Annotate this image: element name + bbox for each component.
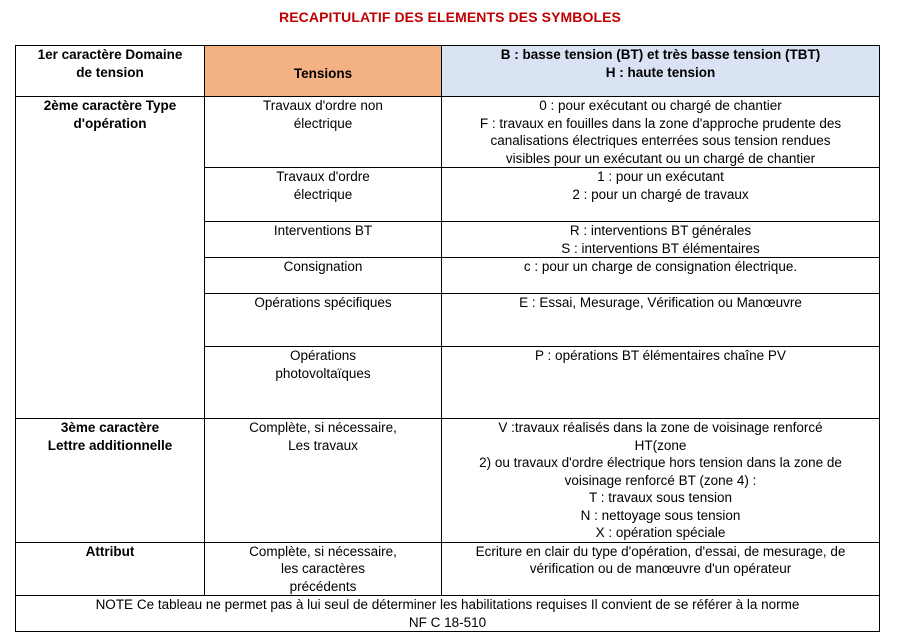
header-domain-cell — [16, 46, 205, 97]
tension-cell — [205, 419, 442, 543]
note-line: NOTE Ce tableau ne permet pas à lui seul de déterminer les habilitations requises Il convient de se référer à la norme — [95, 597, 800, 612]
table-row — [16, 419, 880, 543]
desc-cell — [442, 97, 880, 168]
tension-line: Travaux d'ordre non — [263, 98, 383, 113]
group3-label-cell — [16, 419, 205, 543]
tension-line: Consignation — [283, 259, 363, 274]
attribut-label: Attribut — [85, 543, 135, 559]
tension-line: les caractères — [280, 561, 366, 576]
desc-line: F : travaux en fouilles dans la zone d'approche prudente des — [479, 115, 842, 131]
desc-line: Ecriture en clair du type d'opération, d'essai, de mesurage, de — [475, 543, 846, 559]
tension-line: Travaux d'ordre — [276, 169, 370, 184]
tension-cell — [205, 294, 442, 347]
tension-cell — [205, 258, 442, 294]
group2-label-line: 2ème caractère Type — [43, 98, 177, 113]
group3-label-line: Lettre additionnelle — [47, 437, 173, 453]
desc-line: P : opérations BT élémentaires chaîne PV — [535, 348, 786, 363]
tension-line: Complète, si nécessaire, — [249, 543, 397, 559]
desc-line: X : opération spéciale — [595, 525, 726, 540]
desc-cell — [442, 168, 880, 222]
desc-cell — [442, 347, 880, 419]
header-tensions-cell — [205, 46, 442, 97]
table-row — [16, 542, 880, 596]
symbols-table — [15, 45, 880, 632]
note-line: NF C 18-510 — [408, 614, 487, 630]
desc-cell — [442, 294, 880, 347]
table-title: RECAPITULATIF DES ELEMENTS DES SYMBOLES — [279, 9, 621, 25]
desc-line: V :travaux réalisés dans la zone de voisinage renforcé — [498, 420, 823, 435]
group2-label-line: d'opération — [73, 115, 147, 131]
desc-line: voisinage renforcé BT (zone 4) : — [564, 472, 757, 488]
group3-label-line: 3ème caractère — [60, 420, 160, 435]
group2-label-cell — [16, 97, 205, 419]
attribut-label-cell — [16, 542, 205, 596]
tension-cell — [205, 542, 442, 596]
desc-line: N : nettoyage sous tension — [580, 507, 741, 523]
header-voltage-line: B : basse tension (BT) et très basse tension (TBT) — [500, 47, 821, 62]
tension-line: électrique — [293, 115, 353, 131]
tension-line: photovoltaïques — [275, 365, 371, 381]
note-row — [16, 596, 880, 632]
tension-line: précédents — [289, 578, 357, 594]
desc-line: c : pour un charge de consignation électrique. — [523, 259, 798, 274]
desc-cell — [442, 258, 880, 294]
desc-line: E : Essai, Mesurage, Vérification ou Manœuvre — [519, 295, 802, 310]
tension-line: Opérations spécifiques — [254, 295, 392, 310]
desc-line: 0 : pour exécutant ou chargé de chantier — [539, 98, 782, 113]
tension-line: Complète, si nécessaire, — [249, 420, 397, 435]
desc-line: T : travaux sous tension — [588, 490, 733, 505]
table-row — [16, 97, 880, 168]
tension-line: Opérations — [289, 348, 357, 363]
desc-cell — [442, 222, 880, 258]
tension-line: Interventions BT — [273, 223, 373, 238]
desc-line: 2) ou travaux d'ordre électrique hors tension dans la zone de — [479, 455, 842, 470]
tension-cell — [205, 97, 442, 168]
tension-line: Les travaux — [288, 437, 358, 453]
header-domain-line: 1er caractère Domaine — [37, 47, 183, 62]
desc-line: vérification ou de manœuvre d'un opérateur — [529, 561, 792, 576]
desc-line: 2 : pour un chargé de travaux — [572, 186, 749, 202]
desc-cell — [442, 419, 880, 543]
note-cell — [16, 596, 880, 632]
header-row — [16, 46, 880, 97]
desc-line: HT(zone — [634, 437, 687, 453]
tension-cell — [205, 168, 442, 222]
tension-line: électrique — [293, 186, 353, 202]
desc-line: S : interventions BT élémentaires — [561, 240, 760, 256]
header-tensions-label: Tensions — [293, 65, 353, 81]
desc-line: R : interventions BT générales — [569, 223, 752, 238]
desc-line: 1 : pour un exécutant — [597, 169, 724, 184]
tension-cell — [205, 347, 442, 419]
desc-cell — [442, 542, 880, 596]
header-domain-line: de tension — [76, 64, 144, 80]
tension-cell — [205, 222, 442, 258]
desc-line: canalisations électriques enterrées sous tension rendues — [490, 133, 831, 148]
desc-line: visibles pour un exécutant ou un chargé de chantier — [505, 150, 816, 166]
header-voltage-cell — [442, 46, 880, 97]
header-voltage-line: H : haute tension — [605, 64, 716, 80]
